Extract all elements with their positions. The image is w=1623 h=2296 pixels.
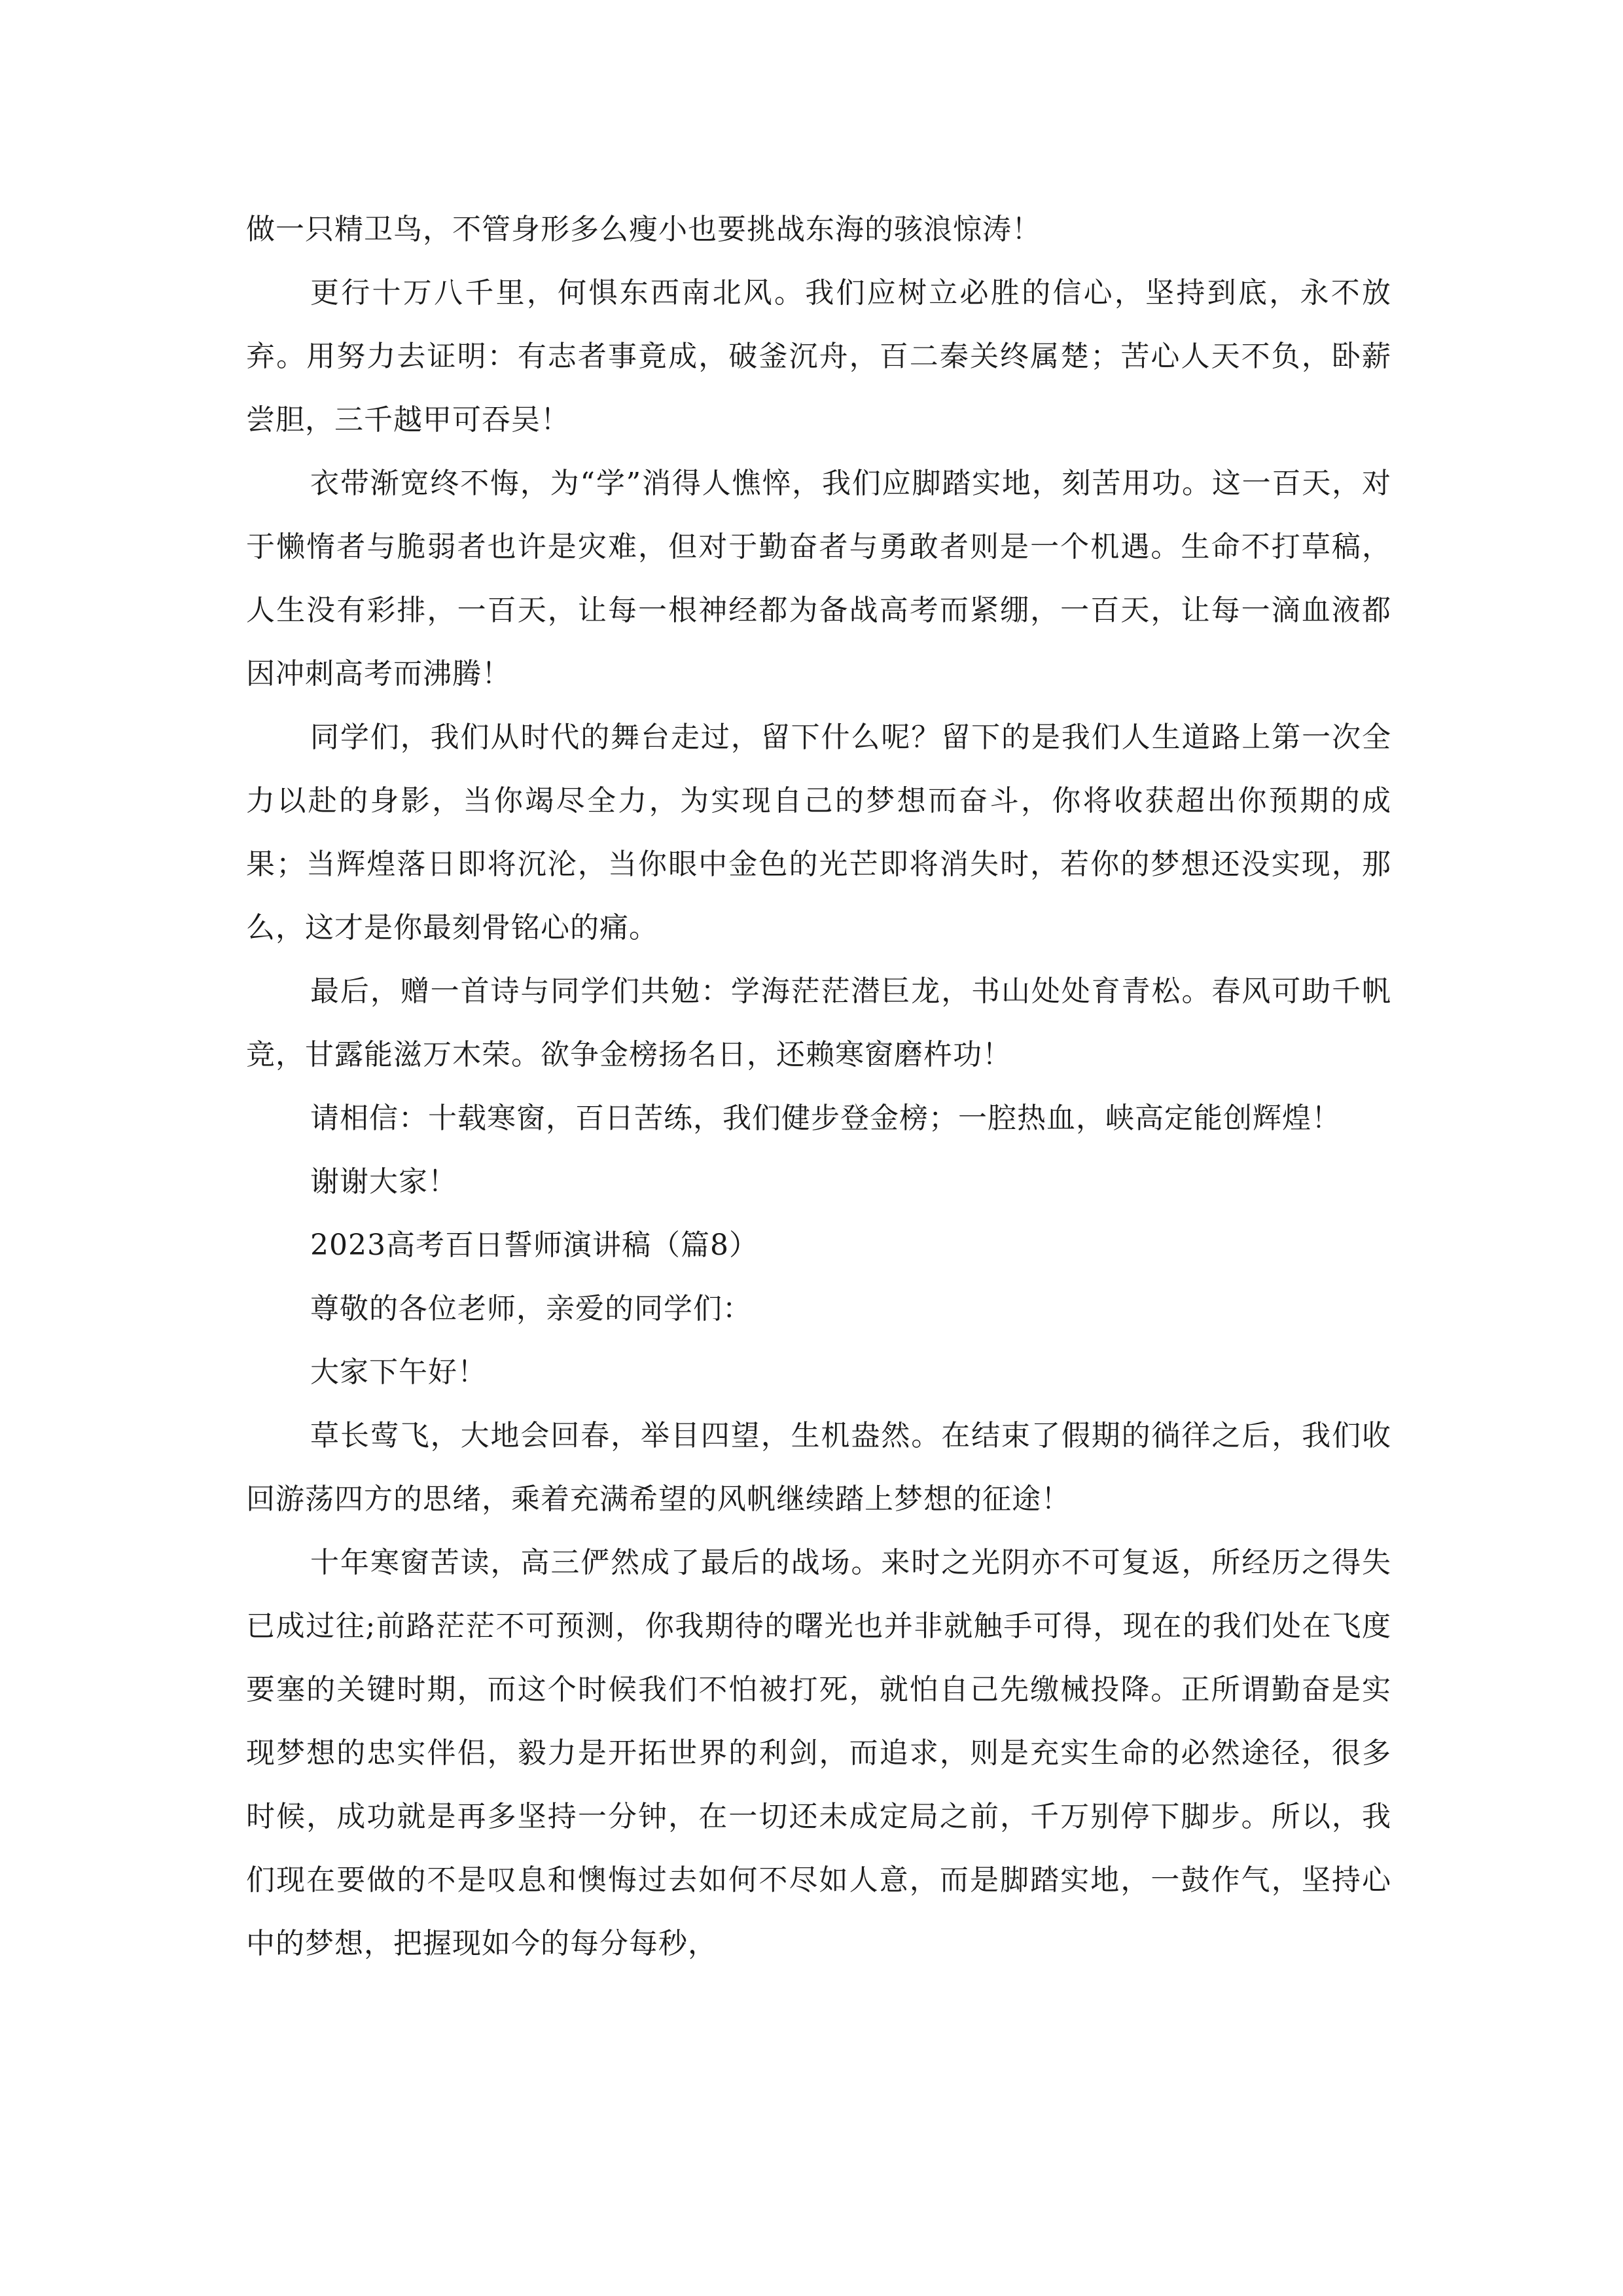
greeting: 大家下午好！: [310, 1355, 487, 1389]
paragraph: 更行十万八千里，何惧东西南北风。我们应树立必胜的信心，坚持到底，永不放弃。用努力去证明：有志者事竟成，破釜沉舟，百二秦关终属楚；苦心人天不负，卧薪尝胆，三千越甲可吞吴！: [246, 276, 1391, 437]
paragraph-continuation: 做一只精卫鸟，不管身形多么瘦小也要挑战东海的骇浪惊涛！: [246, 213, 1041, 246]
closing-thanks: 谢谢大家！: [310, 1165, 457, 1198]
paragraph: 同学们，我们从时代的舞台走过，留下什么呢？留下的是我们人生道路上第一次全力以赴的身影，当你竭尽全力，为实现自己的梦想而奋斗，你将收获超出你预期的成果；当辉煌落日即将沉沦，当你眼中金色的光芒即将消失时，若你的梦想还没实现，那么，这才是你最刻骨铭心的痛。: [246, 721, 1391, 944]
paragraph: 衣带渐宽终不悔，为“学”消得人憔悴，我们应脚踏实地，刻苦用功。这一百天，对于懒惰者与脆弱者也许是灾难，但对于勤奋者与勇敢者则是一个机遇。生命不打草稿，人生没有彩排，一百天，让每一根神经都为备战高考而紧绷，一百天，让每一滴血液都因冲刺高考而沸腾！: [246, 467, 1391, 691]
paragraph: 请相信：十载寒窗，百日苦练，我们健步登金榜；一腔热血，峡高定能创辉煌！: [310, 1102, 1341, 1135]
paragraph: 草长莺飞，大地会回春，举目四望，生机盎然。在结束了假期的徜徉之后，我们收回游荡四方的思绪，乘着充满希望的风帆继续踏上梦想的征途！: [246, 1419, 1391, 1516]
section-heading: 2023高考百日誓师演讲稿（篇8）: [310, 1229, 758, 1262]
paragraph: 十年寒窗苦读，高三俨然成了最后的战场。来时之光阴亦不可复返，所经历之得失已成过往;前路茫茫不可预测，你我期待的曙光也并非就触手可得，现在的我们处在飞度要塞的关键时期，而这个时候我们不怕被打死，就怕自己先缴械投降。正所谓勤奋是实现梦想的忠实伴侣，毅力是开拓世界的利剑，而追求，则是充实生命的必然途径，很多时候，成功就是再多坚持一分钟，在一切还未成定局之前，千万别停下脚步。所以，我们现在要做的不是叹息和懊悔过去如何不尽如人意，而是脚踏实地，一鼓作气，坚持心中的梦想，把握现如今的每分每秒，: [246, 1546, 1391, 1960]
paragraph: 最后，赠一首诗与同学们共勉：学海茫茫潜巨龙，书山处处育青松。春风可助千帆竞，甘露能滋万木荣。欲争金榜扬名日，还赖寒窗磨杵功！: [246, 975, 1391, 1071]
salutation: 尊敬的各位老师，亲爱的同学们：: [310, 1292, 752, 1325]
document-body: [246, 198, 1391, 1975]
